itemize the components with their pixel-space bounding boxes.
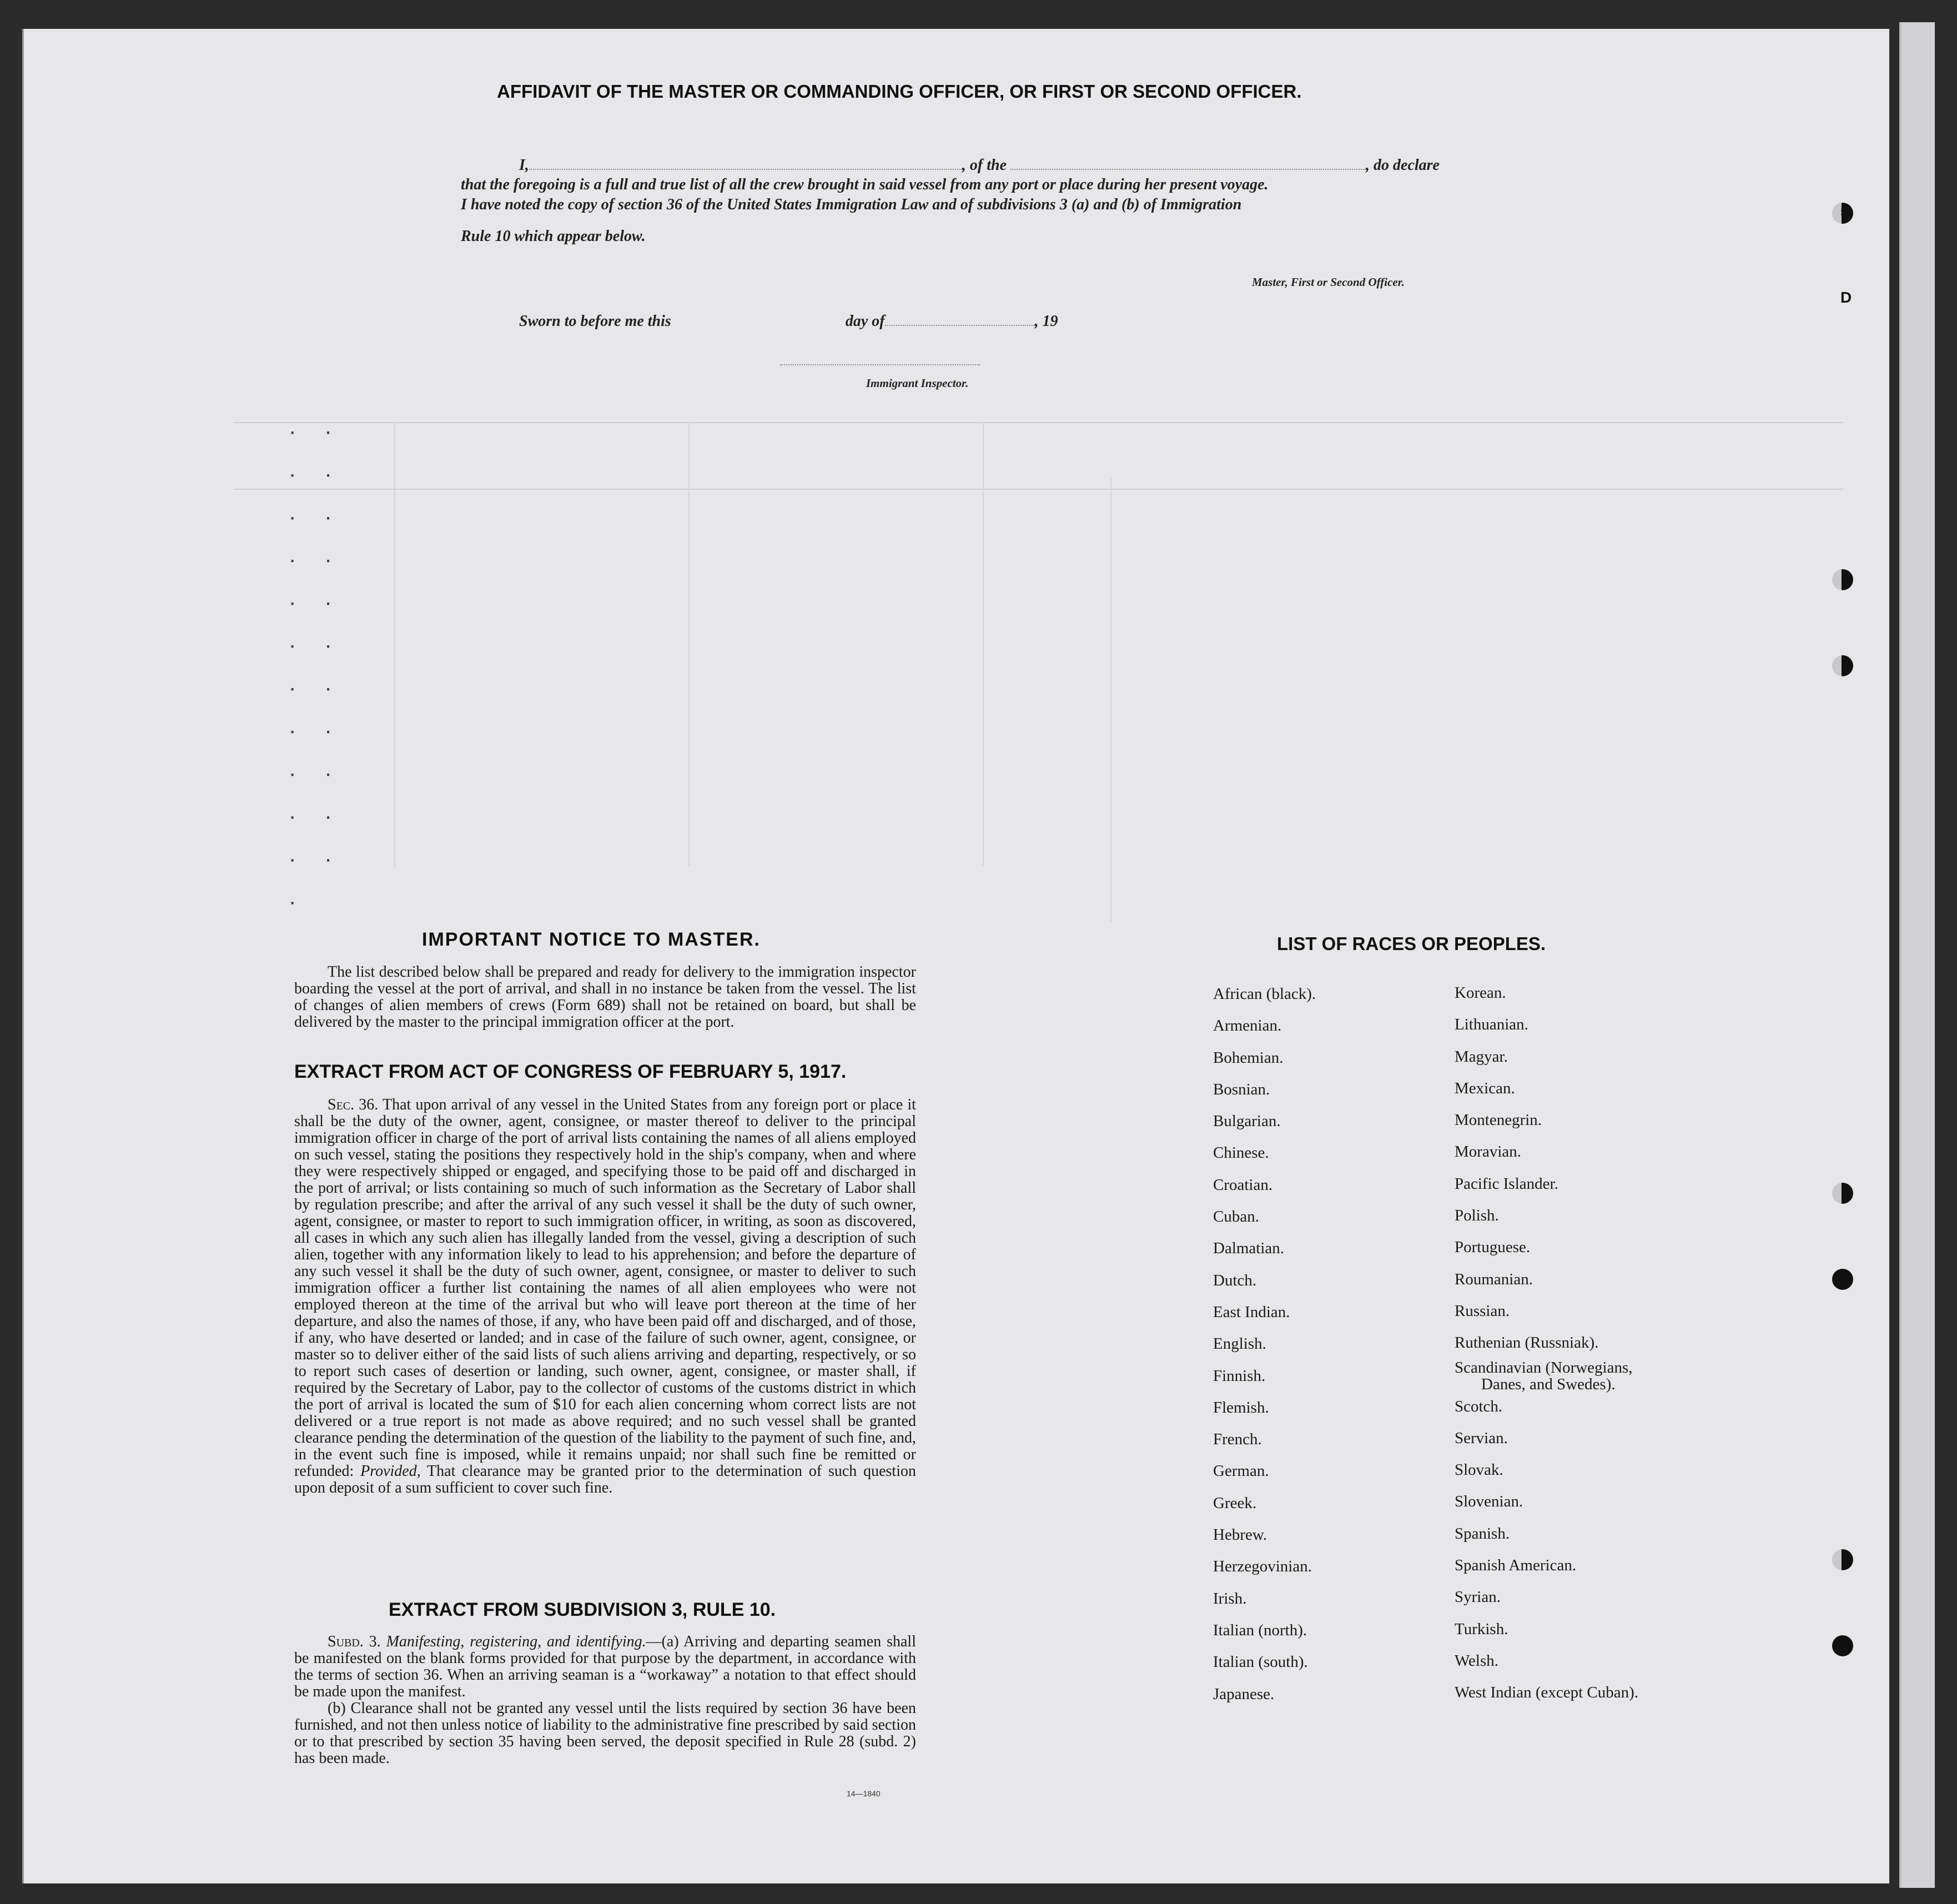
sworn-day-of: day of — [845, 313, 885, 330]
row-marker: · · — [289, 804, 343, 828]
vessel-blank — [1010, 169, 1366, 170]
race-item: Welsh. — [1455, 1651, 1499, 1670]
faint-column-rule — [688, 422, 690, 866]
race-item: West Indian (except Cuban). — [1455, 1684, 1639, 1702]
race-item: Spanish. — [1455, 1524, 1510, 1543]
race-item: English. — [1213, 1335, 1266, 1353]
name-blank — [529, 169, 962, 170]
affidavit-i: I, — [519, 157, 529, 174]
row-marker: · · — [289, 590, 343, 615]
race-item: Danes, and Swedes). — [1481, 1375, 1616, 1393]
master-signature-label: Master, First or Second Officer. — [1252, 275, 1405, 289]
inspector-label: Immigrant Inspector. — [866, 376, 969, 390]
row-marker: · · — [289, 462, 343, 486]
races-title: LIST OF RACES OR PEOPLES. — [1277, 933, 1546, 954]
row-marker: · · — [289, 719, 343, 743]
race-item: Russian. — [1455, 1302, 1510, 1320]
affidavit-declare: , do declare — [1366, 157, 1440, 174]
affidavit-of-the: , of the — [962, 157, 1007, 174]
affidavit-line-1 — [519, 157, 1440, 174]
race-item: Portuguese. — [1455, 1238, 1531, 1257]
provided-word: Provided, — [360, 1463, 421, 1480]
punch-hole — [1832, 1549, 1853, 1570]
sworn-year: , 19 — [1034, 313, 1058, 330]
race-item: Dalmatian. — [1213, 1239, 1285, 1258]
row-marker: · · — [289, 633, 343, 657]
subd-heading: Manifesting, registering, and identifying. — [386, 1633, 646, 1650]
race-item: German. — [1213, 1462, 1269, 1480]
race-item: Korean. — [1455, 984, 1506, 1002]
race-item: Hebrew. — [1213, 1526, 1267, 1544]
notice-text — [294, 964, 916, 1031]
race-item: Pacific Islander. — [1455, 1174, 1558, 1193]
punch-hole — [1832, 569, 1853, 590]
race-item: Bulgarian. — [1213, 1112, 1281, 1131]
race-item: Polish. — [1455, 1207, 1499, 1225]
sworn-line — [519, 313, 1058, 330]
race-item: Bohemian. — [1213, 1048, 1284, 1067]
rule-para-a: —(a) Arriving and departing seamen shall be manifested on the blank forms provided for that purpose by the department, in accordance with the terms of section 36. When an arriving seaman is a “workaway” a notation to that effect should be made upon the manifest. — [294, 1633, 916, 1700]
rule-paragraph-b: (b) Clearance shall not be granted any vessel until the lists required by section 36 have been furnished, and not then unless notice of liability to the administrative fine prescribed by said section or to that prescribed by section 35 having been served, the deposit specified in Rule 28 (subd. 2) has been made. — [294, 1700, 916, 1767]
punch-hole — [1832, 655, 1853, 676]
race-item: Flemish. — [1213, 1398, 1269, 1416]
races-column-1 — [1213, 978, 1316, 1710]
race-item: East Indian. — [1213, 1303, 1290, 1321]
race-item: Lithuanian. — [1455, 1016, 1528, 1034]
race-item: Scandinavian (Norwegians, — [1455, 1358, 1633, 1376]
corner-mark: D — [1840, 289, 1852, 306]
race-item: Turkish. — [1455, 1620, 1508, 1638]
race-item: Roumanian. — [1455, 1270, 1533, 1288]
race-item: Italian (south). — [1213, 1653, 1308, 1671]
affidavit-title: AFFIDAVIT OF THE MASTER OR COMMANDING OFFICER, OR FIRST OR SECOND OFFICER. — [497, 81, 1302, 102]
faint-rule — [233, 422, 1843, 423]
act-paragraph — [294, 1097, 916, 1496]
affidavit-line-2: that the foregoing is a full and true list of all the crew brought in said vessel from any port or place during her present voyage. — [461, 176, 1269, 193]
punch-hole — [1832, 1183, 1853, 1204]
faint-column-rule — [983, 422, 984, 866]
race-item: Japanese. — [1213, 1685, 1275, 1703]
punch-hole — [1832, 1635, 1853, 1656]
race-item: Slovak. — [1455, 1461, 1503, 1479]
form-number: 14—1840 — [847, 1789, 881, 1798]
race-item: Greek. — [1213, 1494, 1257, 1512]
act-body-end: That clearance may be granted prior to the determination of such question upon deposit of a sum sufficient to cover such fine. — [294, 1463, 916, 1496]
act-body: That upon arrival of any vessel in the United States from any foreign port or place it shall be the duty of the owner, agent, consignee, or master thereof to deliver to the principal immigration officer in charge of the port of arrival lists containing the names of all aliens employed on such vessel, stating the positions they respectively hold in the ship's company, when and where they were respectively shipped or engaged, and specifying those to be paid off and discharged in the port of arrival; or lists containing so much of such information as the Secretary of Labor shall by regulation prescribe; and after the arrival of any such vessel it shall be the duty of such owner, agent, consignee, or master to report to such immigration officer, in writing, as soon as discovered, all cases in which any such alien has illegally landed from the vessel, giving a description of such alien, together with any information likely to lead to his apprehension; and before the departure of any such vessel it shall be the duty of such owner, agent, consignee, or master to deliver to such immigration officer a further list containing the names of all alien employees who were not employed thereon at the time of the arrival but who will leave port thereon at the time of her departure, and also the names of those, if any, who have been paid off and discharged, and of those, if any, who have deserted or landed; and in case of the failure of such owner, agent, consignee, or master so to deliver either of the said lists of such aliens arriving and departing, respectively, or so to report such cases of desertion or landing, such owner, agent, consignee, or master shall, if required by the Secretary of Labor, pay to the collector of customs of the customs district in which the port of arrival is located the sum of $10 for each alien concerning whom correct lists are not delivered or a true report is not made as above required; and no such vessel shall be granted clearance pending the determination of the question of the liability to the payment of such fine, and, in the event such fine is imposed, while it remains unpaid; nor shall such fine be remitted or refunded: — [294, 1096, 916, 1480]
page-edge — [1899, 22, 1935, 1888]
punch-hole — [1832, 1269, 1853, 1290]
race-item: Mexican. — [1455, 1079, 1515, 1097]
affidavit-line-3: I have noted the copy of section 36 of the United States Immigration Law and of subdivisions 3 (a) and (b) of Immigration — [461, 196, 1242, 213]
race-item: Finnish. — [1213, 1367, 1266, 1385]
race-item: Montenegrin. — [1455, 1111, 1542, 1129]
race-item: Dutch. — [1213, 1271, 1257, 1289]
rule-extract-title: EXTRACT FROM SUBDIVISION 3, RULE 10. — [389, 1599, 776, 1620]
race-item: Cuban. — [1213, 1208, 1259, 1226]
race-item: Slovenian. — [1455, 1493, 1523, 1511]
row-marker: · · — [289, 419, 343, 444]
faint-rule — [233, 489, 1843, 490]
race-item: French. — [1213, 1430, 1262, 1449]
race-item: Croatian. — [1213, 1175, 1273, 1194]
subd-label: Subd. 3. — [328, 1633, 381, 1650]
row-marker: · · — [289, 761, 343, 786]
rule-paragraph-a — [294, 1634, 916, 1700]
race-item: Italian (north). — [1213, 1621, 1307, 1639]
race-item: Syrian. — [1455, 1588, 1501, 1606]
race-item: Irish. — [1213, 1589, 1247, 1607]
month-blank — [885, 325, 1035, 326]
sec-label: Sec. 36. — [328, 1096, 379, 1113]
race-item: Scotch. — [1455, 1397, 1503, 1415]
race-item: Servian. — [1455, 1429, 1508, 1447]
race-item: Bosnian. — [1213, 1080, 1270, 1098]
notice-paragraph: The list described below shall be prepared and ready for delivery to the immigration inspector boarding the vessel at the port of arrival, and shall in no instance be taken from the vessel. The list of changes of alien members of crews (Form 689) shall not be retained on board, but shall be delivered by the master to the principal immigration officer at the port. — [294, 963, 916, 1031]
inspector-signature-blank — [780, 364, 980, 365]
race-item: Spanish American. — [1455, 1556, 1577, 1575]
races-column-2 — [1455, 977, 1638, 1709]
race-item: Chinese. — [1213, 1144, 1269, 1162]
race-item: Herzegovinian. — [1213, 1558, 1312, 1576]
row-marker: · · — [289, 676, 343, 700]
race-item: African (black). — [1213, 985, 1316, 1003]
corner-mark: 5 — [1840, 203, 1849, 220]
row-marker: · · — [289, 547, 343, 572]
race-item: Magyar. — [1455, 1047, 1508, 1066]
faint-column-rule — [1110, 478, 1111, 922]
race-item: Ruthenian (Russniak). — [1455, 1334, 1599, 1352]
act-extract-text — [294, 1097, 916, 1496]
row-marker: · — [289, 890, 308, 914]
faint-column-rule — [394, 422, 395, 866]
row-marker: · · — [289, 847, 343, 871]
rule-extract-text — [294, 1634, 916, 1767]
sworn-prefix: Sworn to before me this — [519, 313, 671, 330]
race-item: Armenian. — [1213, 1017, 1282, 1035]
row-marker: · · — [289, 505, 343, 529]
act-extract-title: EXTRACT FROM ACT OF CONGRESS OF FEBRUARY 5, 1917. — [294, 1061, 847, 1082]
notice-title: IMPORTANT NOTICE TO MASTER. — [422, 929, 761, 950]
race-item: Moravian. — [1455, 1143, 1521, 1161]
affidavit-line-4: Rule 10 which appear below. — [461, 228, 646, 245]
